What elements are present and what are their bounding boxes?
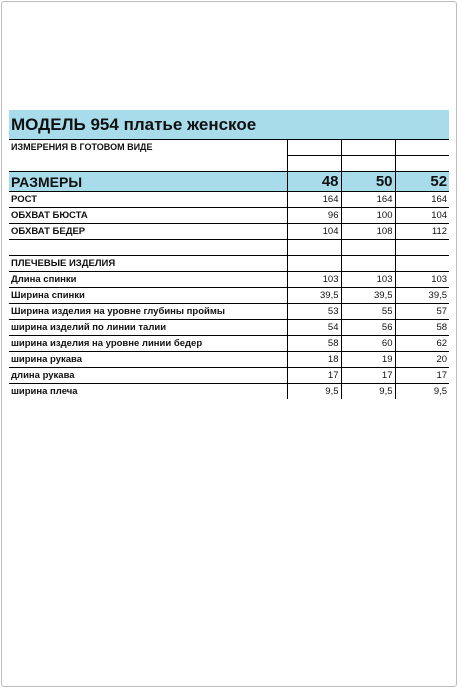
- size-cell: 52: [395, 172, 449, 192]
- value-cell: 53: [287, 304, 341, 320]
- value-cell: 112: [395, 224, 449, 240]
- subtitle-row: [9, 140, 449, 156]
- section-label: ПЛЕЧЕВЫЕ ИЗДЕЛИЯ: [9, 256, 287, 272]
- row-label: ширина плеча: [9, 384, 287, 400]
- row-label: ОБХВАТ БЕДЕР: [9, 224, 287, 240]
- value-cell: 56: [341, 320, 395, 336]
- value-cell: 17: [287, 368, 341, 384]
- row-label: Ширина изделия на уровне глубины проймы: [9, 304, 287, 320]
- row-label: ОБХВАТ БЮСТА: [9, 208, 287, 224]
- value-cell: 55: [341, 304, 395, 320]
- section-row: [9, 256, 449, 272]
- value-cell: 39,5: [287, 288, 341, 304]
- value-cell: 19: [341, 352, 395, 368]
- table-row: [9, 288, 449, 304]
- sizes-row: [9, 172, 449, 192]
- row-label: Длина спинки: [9, 272, 287, 288]
- value-cell: 9,5: [287, 384, 341, 400]
- blank-row: [9, 156, 449, 172]
- value-cell: 20: [395, 352, 449, 368]
- row-label: ширина изделия на уровне линии бедер: [9, 336, 287, 352]
- value-cell: 108: [341, 224, 395, 240]
- table-row: [9, 368, 449, 384]
- value-cell: 17: [395, 368, 449, 384]
- value-cell: 62: [395, 336, 449, 352]
- blank-row: [9, 240, 449, 256]
- value-cell: 54: [287, 320, 341, 336]
- value-cell: 100: [341, 208, 395, 224]
- size-cell: 50: [341, 172, 395, 192]
- table-row: [9, 272, 449, 288]
- value-cell: 104: [287, 224, 341, 240]
- model-title: МОДЕЛЬ 954 платье женское: [9, 110, 449, 140]
- table-row: [9, 224, 449, 240]
- value-cell: 104: [395, 208, 449, 224]
- row-label: длина рукава: [9, 368, 287, 384]
- table-row: [9, 384, 449, 400]
- value-cell: 103: [395, 272, 449, 288]
- value-cell: 39,5: [395, 288, 449, 304]
- title-row: [9, 110, 449, 140]
- table-row: [9, 304, 449, 320]
- value-cell: 164: [287, 192, 341, 208]
- table-row: [9, 336, 449, 352]
- value-cell: 17: [341, 368, 395, 384]
- row-label: ширина изделий по линии талии: [9, 320, 287, 336]
- value-cell: 58: [287, 336, 341, 352]
- value-cell: 57: [395, 304, 449, 320]
- value-cell: 164: [341, 192, 395, 208]
- value-cell: 164: [395, 192, 449, 208]
- measurements-table: [9, 110, 449, 399]
- size-cell: 48: [287, 172, 341, 192]
- value-cell: 9,5: [395, 384, 449, 400]
- value-cell: 39,5: [341, 288, 395, 304]
- sizes-label: РАЗМЕРЫ: [9, 172, 287, 192]
- value-cell: 18: [287, 352, 341, 368]
- value-cell: 103: [341, 272, 395, 288]
- row-label: ширина рукава: [9, 352, 287, 368]
- measurements-subtitle: ИЗМЕРЕНИЯ В ГОТОВОМ ВИДЕ: [9, 140, 287, 156]
- value-cell: 60: [341, 336, 395, 352]
- table-row: [9, 208, 449, 224]
- value-cell: 103: [287, 272, 341, 288]
- value-cell: 9,5: [341, 384, 395, 400]
- value-cell: 58: [395, 320, 449, 336]
- table-row: [9, 320, 449, 336]
- table-row: [9, 352, 449, 368]
- row-label: Ширина спинки: [9, 288, 287, 304]
- table-row: [9, 192, 449, 208]
- value-cell: 96: [287, 208, 341, 224]
- row-label: РОСТ: [9, 192, 287, 208]
